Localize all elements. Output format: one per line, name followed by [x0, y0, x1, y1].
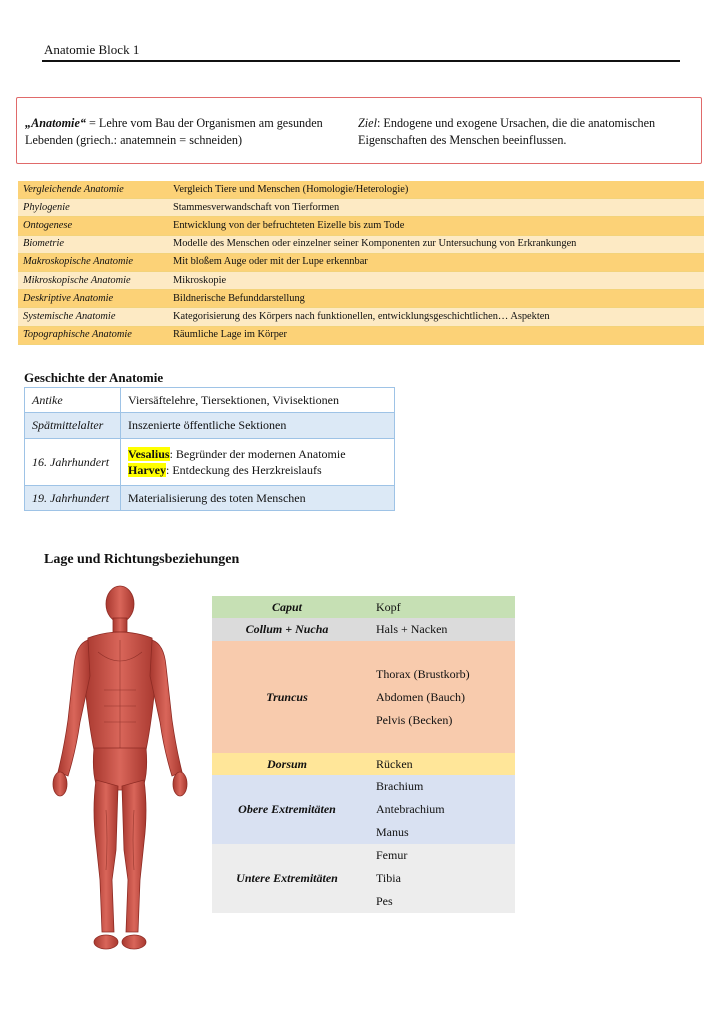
table-row: [25, 486, 395, 511]
region-part: Pelvis (Becken): [376, 712, 453, 727]
table-row: [18, 326, 704, 344]
vesalius-text: : Begründer der modernen Anatomie: [169, 447, 346, 461]
anatomy-definition: [25, 115, 345, 149]
region-row-caput: [212, 596, 515, 618]
history-era: 19. Jahrhundert: [25, 486, 121, 511]
region-part: Brachium: [376, 779, 424, 793]
table-row: [25, 388, 395, 413]
goal-text: : Endogene und exogene Ursachen, die die anatomischen Eigenschaften des Menschen beeinflussen.: [358, 116, 656, 147]
anatomy-definition-text: = Lehre vom Bau der Organismen am gesunden Lebenden (griech.: anatemnein = schneiden): [25, 116, 323, 147]
region-row-collum: [212, 618, 515, 641]
region-latin: Untere Extremitäten: [212, 844, 362, 913]
highlight-harvey: Harvey: [128, 463, 166, 477]
goal-label: Ziel: [358, 116, 377, 130]
type-desc: Räumliche Lage im Körper: [168, 326, 704, 344]
region-row-obere-extremitaeten: [212, 775, 515, 844]
type-term: Biometrie: [18, 235, 168, 253]
region-part: Abdomen (Bauch): [376, 689, 465, 704]
region-german: Kopf: [362, 596, 515, 618]
history-text: [121, 439, 395, 486]
anatomy-figure-illustration: [40, 580, 200, 960]
history-text: Inszenierte öffentliche Sektionen: [121, 413, 395, 439]
type-desc: Bildnerische Befunddarstellung: [168, 290, 704, 308]
type-desc: Kategorisierung des Körpers nach funktionellen, entwicklungsgeschichtlichen… Aspekten: [168, 308, 704, 326]
type-term: Vergleichende Anatomie: [18, 181, 168, 199]
type-term: Systemische Anatomie: [18, 308, 168, 326]
type-term: Topographische Anatomie: [18, 326, 168, 344]
type-desc: Mit bloßem Auge oder mit der Lupe erkennbar: [168, 253, 704, 271]
type-desc: Stammesverwandschaft von Tierformen: [168, 199, 704, 217]
region-latin: Collum + Nucha: [212, 618, 362, 641]
region-row-truncus: [212, 641, 515, 753]
type-desc: Mikroskopie: [168, 271, 704, 289]
region-row-untere-extremitaeten: [212, 844, 515, 913]
history-text: Viersäftelehre, Tiersektionen, Vivisektionen: [121, 388, 395, 413]
region-german: [362, 844, 515, 913]
region-part: Manus: [376, 825, 409, 839]
type-desc: Modelle des Menschen oder einzelner seiner Komponenten zur Untersuchung von Erkrankungen: [168, 235, 704, 253]
header-divider: [42, 60, 680, 62]
region-part: Thorax (Brustkorb): [376, 666, 470, 681]
page-header-title: Anatomie Block 1: [44, 42, 140, 57]
anatomy-goal: [358, 115, 693, 149]
table-row: [18, 181, 704, 199]
table-row: [25, 439, 395, 486]
table-row: [25, 413, 395, 439]
region-german: Rücken: [362, 753, 515, 775]
type-term: Phylogenie: [18, 199, 168, 217]
type-term: Deskriptive Anatomie: [18, 290, 168, 308]
type-desc: Entwicklung von der befruchteten Eizelle bis zum Tode: [168, 217, 704, 235]
table-row: [18, 308, 704, 326]
anatomy-types-table: [18, 181, 704, 345]
type-term: Ontogenese: [18, 217, 168, 235]
table-row: [18, 271, 704, 289]
harvey-text: : Entdeckung des Herzkreislaufs: [166, 463, 322, 477]
region-row-dorsum: [212, 753, 515, 775]
region-latin: Obere Extremitäten: [212, 775, 362, 844]
region-latin: Dorsum: [212, 753, 362, 775]
history-era: Antike: [25, 388, 121, 413]
anatomy-term: „Anatomie“: [25, 116, 86, 130]
region-part: Pes: [376, 894, 393, 908]
type-term: Makroskopische Anatomie: [18, 253, 168, 271]
history-era: Spätmittelalter: [25, 413, 121, 439]
history-era: 16. Jahrhundert: [25, 439, 121, 486]
table-row: [18, 217, 704, 235]
region-latin: Truncus: [212, 641, 362, 753]
body-regions-table: [212, 596, 515, 913]
table-row: [18, 235, 704, 253]
history-heading: Geschichte der Anatomie: [24, 370, 164, 385]
region-part: Femur: [376, 848, 408, 862]
type-desc: Vergleich Tiere und Menschen (Homologie/Heterologie): [168, 181, 704, 199]
region-part: Tibia: [376, 871, 401, 885]
history-table: [24, 387, 395, 511]
table-row: [18, 199, 704, 217]
table-row: [18, 253, 704, 271]
region-german: [362, 775, 515, 844]
history-text: Materialisierung des toten Menschen: [121, 486, 395, 511]
definition-box: [16, 97, 702, 164]
region-latin: Caput: [212, 596, 362, 618]
table-row: [18, 290, 704, 308]
region-german: Hals + Nacken: [362, 618, 515, 641]
region-german: [362, 641, 515, 753]
region-part: Antebrachium: [376, 802, 445, 816]
highlight-vesalius: Vesalius: [128, 447, 170, 461]
lage-heading: Lage und Richtungsbeziehungen: [44, 552, 240, 567]
type-term: Mikroskopische Anatomie: [18, 271, 168, 289]
